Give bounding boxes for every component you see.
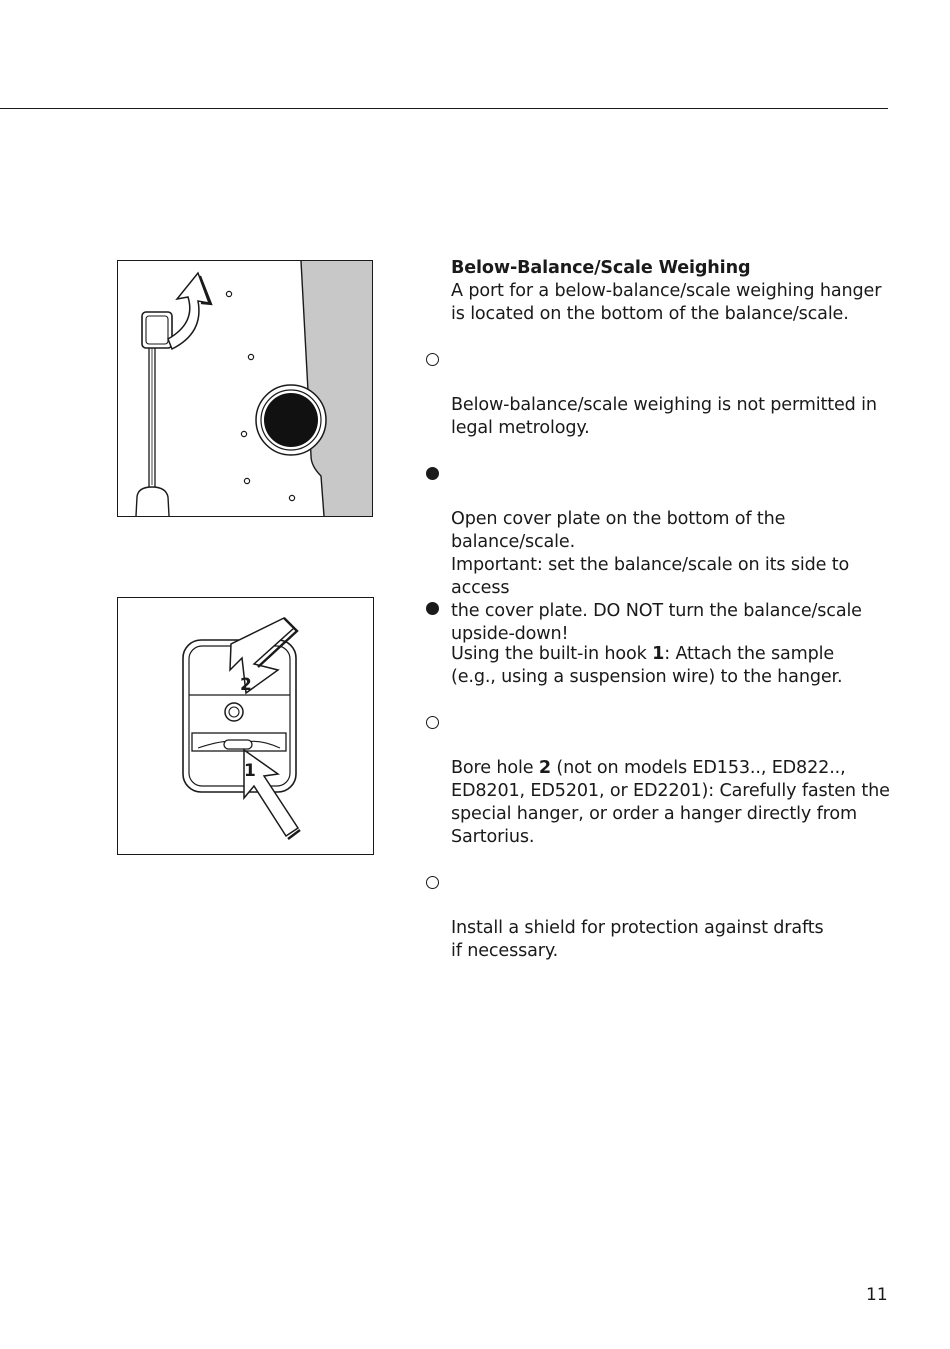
bore-hole-number: 2: [538, 758, 551, 778]
item-text-post: : Attach the sample (e.g., using a suspension wire) to the hanger.: [451, 644, 843, 687]
filled-bullet-icon: [426, 602, 439, 615]
list-item: [425, 871, 895, 963]
item-text-pre: Bore hole: [451, 758, 539, 778]
hook-number: 1: [652, 644, 665, 664]
bore-hole-label: 2: [240, 675, 252, 695]
item-text-pre: Using the built-in hook: [451, 644, 653, 664]
intro-text: A port for a below-balance/scale weighing hanger is located on the bottom of the balance/scale.: [451, 281, 882, 324]
list-item: [425, 348, 895, 440]
item-text: Open cover plate on the bottom of the balance/scale. Important: set the balance/scale on its side to access the cover plate. DO NOT turn the balance/scale upside-down!: [451, 509, 862, 644]
header-rule: [0, 108, 888, 109]
list-item: [425, 711, 895, 849]
list-item: [425, 597, 895, 689]
section-heading: Below-Balance/Scale Weighing: [451, 258, 751, 278]
filled-bullet-icon: [426, 467, 439, 480]
page-number: 11: [866, 1285, 888, 1305]
hanger-port-illustration: [117, 597, 374, 855]
section-hanger-instructions: [425, 597, 895, 963]
item-text: Below-balance/scale weighing is not permitted in legal metrology.: [451, 395, 877, 438]
open-bullet-icon: [426, 716, 439, 729]
open-bullet-icon: [426, 876, 439, 889]
cover-plate-illustration: [117, 260, 373, 517]
section-below-balance: [425, 257, 895, 646]
item-text: Install a shield for protection against drafts if necessary.: [451, 918, 824, 961]
open-bullet-icon: [426, 353, 439, 366]
hook-label: 1: [244, 761, 256, 781]
item-text-post: (not on models ED153.., ED822.., ED8201, ED5201, or ED2201): Carefully fasten the special hanger, or order a hanger directly from Sartorius.: [451, 758, 890, 847]
